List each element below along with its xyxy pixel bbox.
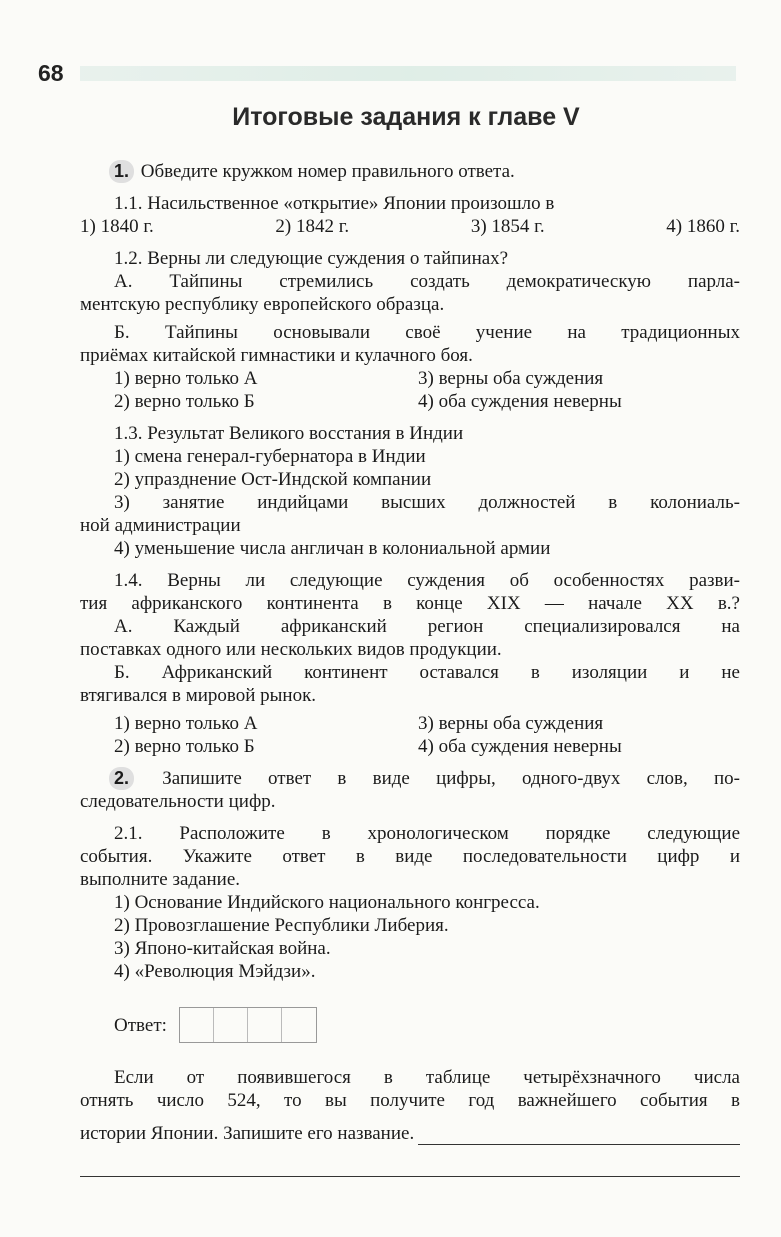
q2-1-event-4: 4) «Революция Мэйдзи».: [114, 961, 316, 982]
q1-2-option-4[interactable]: 4) оба суждения неверны: [418, 391, 622, 412]
q1-4-b-line2: втягивался в мировой рынок.: [80, 685, 317, 706]
q1-1-option-2[interactable]: 2) 1842 г.: [275, 216, 350, 237]
q1-3-option-4[interactable]: 4) уменьшение числа англичан в колониальной армии: [114, 538, 551, 559]
q1-2-text: 1.2. Верны ли следующие суждения о тайпинах?: [114, 248, 509, 269]
answer-boxes: [179, 1007, 317, 1043]
q1-2-a-line2: ментскую республику европейского образца.: [80, 294, 445, 315]
answer-box-4[interactable]: [282, 1008, 316, 1042]
q1-3-option-1[interactable]: 1) смена генерал-губернатора в Индии: [114, 446, 426, 467]
task2-instruction-line2: следовательности цифр.: [80, 791, 276, 812]
q1-1-text: 1.1. Насильственное «открытие» Японии произошло в: [114, 193, 555, 214]
header-band: [80, 66, 736, 81]
q1-2-option-3[interactable]: 3) верны оба суждения: [418, 368, 604, 389]
followup-line3-text: истории Японии. Запишите его название.: [80, 1123, 415, 1144]
q1-2-a-line1: А. Тайпины стремились создать демократическую парла-: [114, 271, 740, 292]
q2-1-event-2: 2) Провозглашение Республики Либерия.: [114, 915, 449, 936]
q1-1-option-3[interactable]: 3) 1854 г.: [470, 216, 545, 237]
answer-label: Ответ:: [114, 1014, 167, 1036]
answer-underline[interactable]: [418, 1126, 740, 1145]
q1-2-options-row1: [80, 367, 740, 390]
q1-4-option-2[interactable]: 2) верно только Б: [114, 736, 255, 757]
page-title: Итоговые задания к главе V: [232, 103, 580, 131]
page-number: 68: [38, 60, 64, 86]
answer-box-2[interactable]: [214, 1008, 248, 1042]
q2-1-line3: выполните задание.: [80, 869, 241, 890]
q1-2-b-line2: приёмах китайской гимнастики и кулачного боя.: [80, 345, 473, 366]
q1-2-b-line1: Б. Тайпины основывали своё учение на традиционных: [114, 322, 740, 343]
q2-1-event-3: 3) Японо-китайская война.: [114, 938, 331, 959]
q1-4-a-line2: поставках одного или нескольких видов продукции.: [80, 639, 502, 660]
q1-4-options-row2: [80, 735, 740, 758]
q1-3-option-3-line1[interactable]: 3) занятие индийцами высших должностей в колониаль-: [114, 492, 740, 513]
q1-2-options-row2: [80, 390, 740, 413]
task1-instruction: [80, 160, 740, 183]
followup-line3: [80, 1122, 740, 1145]
q1-2-option-2[interactable]: 2) верно только Б: [114, 391, 255, 412]
q1-1-options: [80, 215, 740, 238]
q1-3-option-3-line2[interactable]: ной администрации: [80, 515, 241, 536]
q1-1-option-1[interactable]: 1) 1840 г.: [80, 216, 154, 237]
task1-number: 1.: [109, 160, 134, 183]
q2-1-line2: события. Укажите ответ в виде последовательности цифр и: [80, 846, 740, 867]
q1-4-line1: 1.4. Верны ли следующие суждения об особенностях разви-: [114, 570, 740, 591]
answer-box-3[interactable]: [248, 1008, 282, 1042]
task2-instruction-line1: [80, 767, 740, 790]
q1-4-option-1[interactable]: 1) верно только А: [114, 713, 258, 734]
answer-row: [114, 1006, 740, 1044]
q2-1-event-1: 1) Основание Индийского национального конгресса.: [114, 892, 540, 913]
q1-2-option-1[interactable]: 1) верно только А: [114, 368, 258, 389]
task2-instruction-text: Запишите ответ в виде цифры, одного-двух слов, по-: [162, 768, 740, 789]
q1-1-option-4[interactable]: 4) 1860 г.: [666, 216, 740, 237]
q1-4-option-3[interactable]: 3) верны оба суждения: [418, 713, 604, 734]
q1-4-option-4[interactable]: 4) оба суждения неверны: [418, 736, 622, 757]
q1-4-b-line1: Б. Африканский континент оставался в изоляции и не: [114, 662, 740, 683]
q1-4-options-row1: [80, 712, 740, 735]
q1-3-option-2[interactable]: 2) упразднение Ост-Индской компании: [114, 469, 432, 490]
task2-number: 2.: [109, 767, 134, 790]
task1-instruction-text: Обведите кружком номер правильного ответа.: [140, 161, 515, 182]
q1-3-text: 1.3. Результат Великого восстания в Индии: [114, 423, 464, 444]
followup-line2: отнять число 524, то вы получите год важнейшего события в: [80, 1090, 740, 1111]
q1-4-a-line1: А. Каждый африканский регион специализировался на: [114, 616, 740, 637]
q1-4-line2: тия африканского континента в конце XIX — начале XX в.?: [80, 593, 740, 614]
q2-1-line1: 2.1. Расположите в хронологическом порядке следующие: [114, 823, 740, 844]
answer-underline-2[interactable]: [80, 1175, 740, 1177]
page-content: [80, 160, 740, 1177]
answer-box-1[interactable]: [180, 1008, 214, 1042]
followup-line1: Если от появившегося в таблице четырёхзначного числа: [114, 1067, 740, 1088]
